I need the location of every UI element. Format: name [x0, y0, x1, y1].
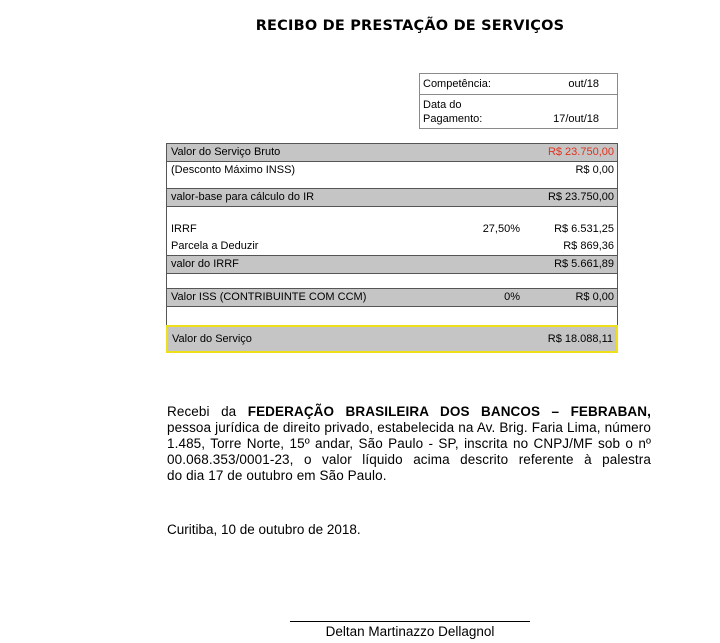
inss-value: R$ 0,00	[575, 164, 614, 176]
pagamento-label-line1: Data do	[423, 99, 462, 111]
competencia-box	[419, 73, 618, 129]
valor-servico-value: R$ 18.088,11	[547, 333, 613, 345]
base-row	[167, 188, 617, 207]
spacer	[167, 179, 617, 188]
pagamento-value: 17/out/18	[553, 113, 599, 125]
pagamento-label-line2: Pagamento:	[423, 113, 483, 125]
febraban-name: FEDERAÇÃO BRASILEIRA DOS BANCOS – FEBRABAN,	[247, 404, 651, 419]
iss-row	[167, 288, 617, 307]
spacer	[167, 207, 617, 221]
inss-label: (Desconto Máximo INSS)	[171, 164, 296, 176]
competencia-row	[420, 74, 617, 95]
irrf-label: IRRF	[171, 223, 197, 235]
iss-percent: 0%	[504, 291, 520, 303]
paragraph-line	[167, 404, 651, 420]
valor-irrf-value: R$ 5.661,89	[554, 258, 614, 270]
irrf-row	[167, 221, 617, 238]
paragraph-text: Recebi da	[167, 404, 248, 419]
bruto-value: R$ 23.750,00	[547, 146, 614, 158]
document-title: RECIBO DE PRESTAÇÃO DE SERVIÇOS	[255, 18, 565, 34]
paragraph-line: do dia 17 de outubro em São Paulo.	[167, 468, 387, 483]
receipt-paragraph	[167, 404, 651, 484]
signature-line	[290, 621, 530, 622]
parcela-value: R$ 869,36	[563, 240, 614, 252]
spacer	[167, 274, 617, 288]
paragraph-line: pessoa jurídica de direito privado, estabelecida na Av. Brig. Faria Lima, número	[167, 420, 651, 435]
signature-name: Deltan Martinazzo Dellagnol	[325, 624, 495, 639]
valor-irrf-row	[167, 255, 617, 274]
pagamento-row	[420, 95, 617, 128]
base-label: valor-base para cálculo do IR	[171, 191, 315, 203]
valor-irrf-label: valor do IRRF	[171, 258, 239, 270]
competencia-value: out/18	[568, 78, 599, 90]
parcela-row	[167, 238, 617, 255]
irrf-value: R$ 6.531,25	[554, 223, 614, 235]
pagamento-label	[423, 98, 482, 126]
paragraph-line: 1.485, Torre Norte, 15º andar, São Paulo - SP, inscrita no CNPJ/MF sob o nº	[167, 436, 651, 451]
parcela-label: Parcela a Deduzir	[171, 240, 259, 252]
valor-servico-row	[166, 325, 618, 353]
spacer	[167, 307, 617, 325]
base-value: R$ 23.750,00	[547, 191, 614, 203]
inss-row	[167, 162, 617, 179]
paragraph-line: 00.068.353/0001-23, o valor líquido acima descrito referente à palestra	[167, 452, 651, 467]
irrf-percent: 27,50%	[482, 223, 520, 235]
bruto-label: Valor do Serviço Bruto	[171, 146, 281, 158]
date-line: Curitiba, 10 de outubro de 2018.	[167, 522, 361, 537]
iss-value: R$ 0,00	[575, 291, 614, 303]
iss-label: Valor ISS (CONTRIBUINTE COM CCM)	[171, 291, 367, 303]
bruto-row	[167, 144, 617, 162]
values-table	[166, 143, 618, 353]
valor-servico-label: Valor do Serviço	[172, 333, 252, 345]
competencia-label: Competência:	[423, 78, 491, 90]
